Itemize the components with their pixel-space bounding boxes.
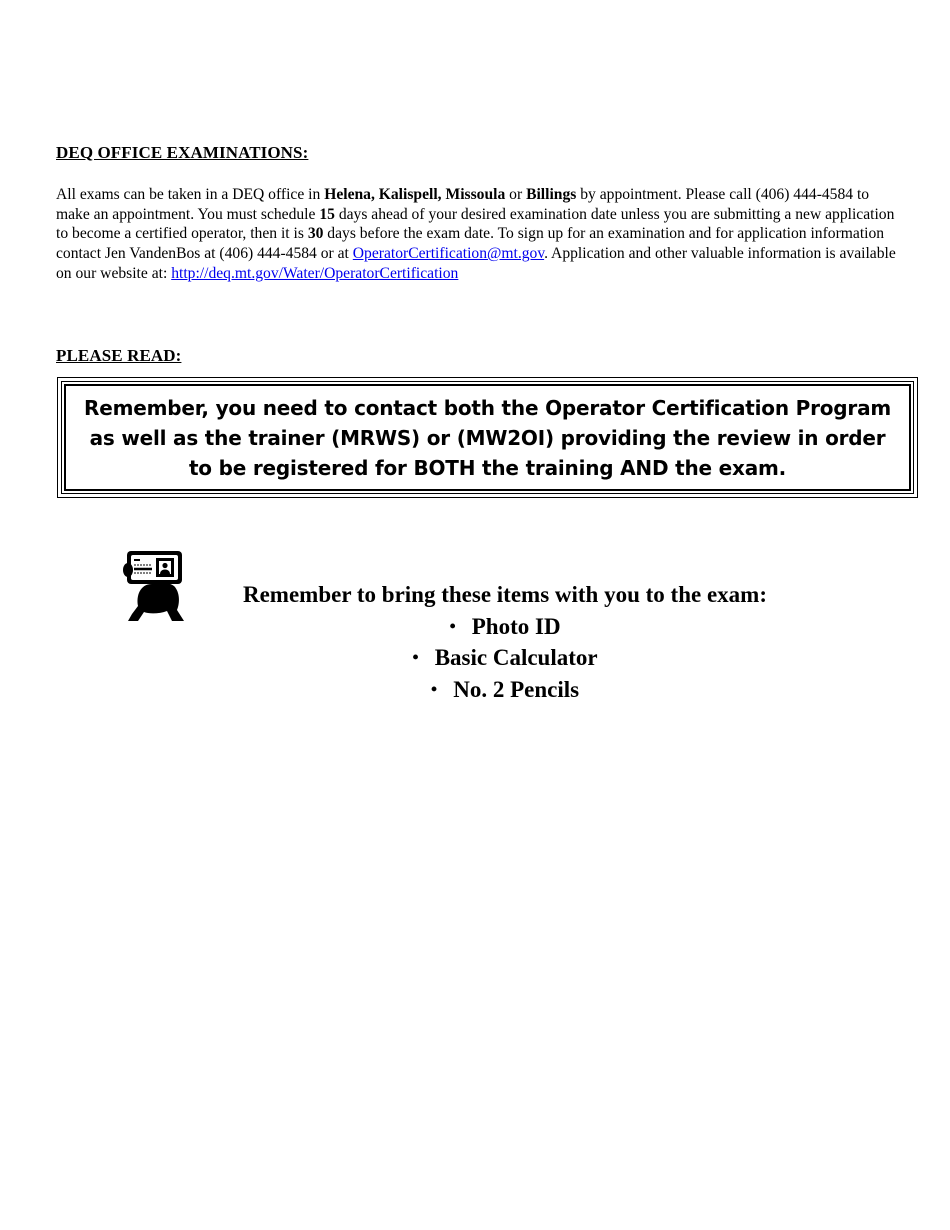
para-text-3: by appointment. Please call (406) 444-4584 to make an appointment. You must schedule (56, 186, 870, 223)
list-item (160, 642, 850, 674)
exams-paragraph (56, 185, 896, 284)
email-link[interactable]: OperatorCertification@mt.gov (352, 245, 545, 263)
bring-items-section (160, 580, 850, 705)
para-cities: Helena, Kalispell, Missoula (324, 186, 506, 203)
list-item (160, 611, 850, 643)
bring-items-title: Remember to bring these items with you to the exam: (242, 582, 767, 607)
notice-box-content (64, 384, 911, 491)
para-text-6: . Application and other valuable information is available on our website at: (56, 245, 896, 282)
list-item (160, 674, 850, 706)
para-text-4: days ahead of your desired examination date unless you are submitting a new application to become a certified operator, then it is (56, 205, 895, 243)
para-days-30: 30 (307, 225, 324, 243)
bullet-icon: • (412, 647, 419, 667)
exams-heading: DEQ OFFICE EXAMINATIONS: (56, 143, 309, 162)
item-basic-calculator: Basic Calculator (434, 645, 598, 670)
notice-text: Remember, you need to contact both the Operator Certification Program as well as the trainer (MRWS) or (MW2OI) providing the review in order to be registered for BOTH the training AND the exam. (84, 395, 892, 480)
notice-box (57, 377, 918, 498)
bullet-icon: • (430, 678, 438, 699)
item-photo-id: Photo ID (471, 613, 561, 639)
para-city-billings: Billings (526, 186, 577, 203)
bring-items-list (160, 611, 850, 706)
para-text-1: All exams can be taken in a DEQ office in (56, 186, 325, 203)
para-text-2: or (505, 186, 527, 203)
please-read-heading: PLEASE READ: (56, 346, 182, 365)
website-link[interactable]: http://deq.mt.gov/Water/OperatorCertification (171, 264, 459, 282)
para-days-15: 15 (319, 205, 335, 223)
bullet-icon: • (449, 615, 456, 636)
para-text-5: days before the exam date. To sign up for an examination and for application information contact Jen VandenBos at (406) 444-4584 or at (56, 225, 885, 263)
item-no2-pencils: No. 2 Pencils (453, 676, 580, 702)
notice-box-frame (61, 381, 914, 494)
